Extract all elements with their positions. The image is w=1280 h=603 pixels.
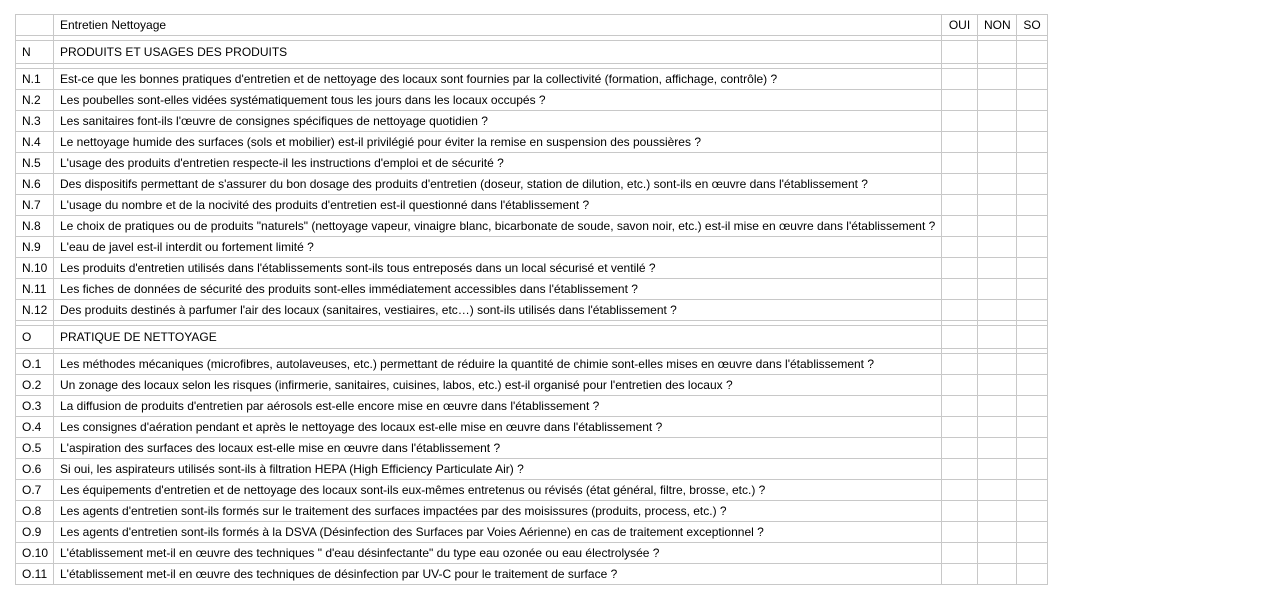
answer-so-cell[interactable] xyxy=(1017,564,1048,585)
question-text-cell[interactable]: Les fiches de données de sécurité des produits sont-elles immédiatement accessibles dans l'établissement ? xyxy=(54,279,942,300)
answer-so-cell[interactable] xyxy=(1017,174,1048,195)
section-code-cell[interactable]: O xyxy=(16,326,54,349)
answer-non-cell[interactable] xyxy=(978,417,1017,438)
answer-so-cell[interactable] xyxy=(1017,111,1048,132)
answer-non-cell[interactable] xyxy=(978,153,1017,174)
question-text-cell[interactable]: L'établissement met-il en œuvre des techniques de désinfection par UV-C pour le traitement de surface ? xyxy=(54,564,942,585)
answer-oui-cell[interactable] xyxy=(942,396,978,417)
section-code-cell[interactable]: N xyxy=(16,41,54,64)
question-text-cell[interactable]: L'usage des produits d'entretien respecte-il les instructions d'emploi et de sécurité ? xyxy=(54,153,942,174)
section-title-cell[interactable]: PRODUITS ET USAGES DES PRODUITS xyxy=(54,41,942,64)
answer-oui-cell[interactable] xyxy=(942,459,978,480)
question-code-cell[interactable]: N.10 xyxy=(16,258,54,279)
question-row xyxy=(16,480,1048,501)
question-code-cell[interactable]: O.4 xyxy=(16,417,54,438)
question-row xyxy=(16,237,1048,258)
answer-non-cell[interactable] xyxy=(978,501,1017,522)
header-code-cell[interactable] xyxy=(16,15,54,36)
question-row xyxy=(16,417,1048,438)
answer-oui-cell[interactable] xyxy=(942,375,978,396)
question-row xyxy=(16,216,1048,237)
question-row xyxy=(16,279,1048,300)
answer-oui-cell[interactable] xyxy=(942,501,978,522)
question-row xyxy=(16,375,1048,396)
answer-non-cell[interactable] xyxy=(978,258,1017,279)
answer-oui-cell[interactable] xyxy=(942,564,978,585)
answer-oui-cell[interactable] xyxy=(942,258,978,279)
question-code-cell[interactable]: N.5 xyxy=(16,153,54,174)
question-text-cell[interactable]: Un zonage des locaux selon les risques (infirmerie, sanitaires, cuisines, labos, etc.) est-il organisé pour l'entretien des locaux ? xyxy=(54,375,942,396)
answer-non-cell[interactable] xyxy=(978,216,1017,237)
answer-oui-cell[interactable] xyxy=(942,195,978,216)
question-code-cell[interactable]: O.6 xyxy=(16,459,54,480)
checklist-table xyxy=(15,14,1048,585)
question-code-cell[interactable]: N.3 xyxy=(16,111,54,132)
answer-so-cell[interactable] xyxy=(1017,375,1048,396)
answer-non-cell[interactable] xyxy=(978,354,1017,375)
section-so-cell[interactable] xyxy=(1017,326,1048,349)
answer-non-cell[interactable] xyxy=(978,375,1017,396)
question-code-cell[interactable]: O.5 xyxy=(16,438,54,459)
answer-non-cell[interactable] xyxy=(978,396,1017,417)
question-text-cell[interactable]: Le nettoyage humide des surfaces (sols et mobilier) est-il privilégié pour éviter la remise en suspension des poussières ? xyxy=(54,132,942,153)
answer-non-cell[interactable] xyxy=(978,111,1017,132)
question-row xyxy=(16,354,1048,375)
answer-so-cell[interactable] xyxy=(1017,132,1048,153)
question-text-cell[interactable]: Les agents d'entretien sont-ils formés sur le traitement des surfaces impactées par des moisissures (produits, process, etc.) ? xyxy=(54,501,942,522)
question-text-cell[interactable]: Des produits destinés à parfumer l'air des locaux (sanitaires, vestiaires, etc…) sont-ils utilisés dans l'établissement ? xyxy=(54,300,942,321)
question-text-cell[interactable]: Le choix de pratiques ou de produits "naturels" (nettoyage vapeur, vinaigre blanc, bicarbonate de soude, savon noir, etc.) est-il mise en œuvre dans l'établissement ? xyxy=(54,216,942,237)
checklist-body xyxy=(16,15,1048,585)
question-row xyxy=(16,501,1048,522)
question-code-cell[interactable]: N.11 xyxy=(16,279,54,300)
question-text-cell[interactable]: La diffusion de produits d'entretien par aérosols est-elle encore mise en œuvre dans l'établissement ? xyxy=(54,396,942,417)
question-row xyxy=(16,111,1048,132)
answer-non-cell[interactable] xyxy=(978,132,1017,153)
answer-oui-cell[interactable] xyxy=(942,174,978,195)
question-code-cell[interactable]: N.7 xyxy=(16,195,54,216)
question-row xyxy=(16,90,1048,111)
section-header-row xyxy=(16,41,1048,64)
question-row xyxy=(16,195,1048,216)
section-oui-cell[interactable] xyxy=(942,41,978,64)
question-text-cell[interactable]: Les méthodes mécaniques (microfibres, autolaveuses, etc.) permettant de réduire la quantité de chimie sont-elles mises en œuvre dans l'établissement ? xyxy=(54,354,942,375)
question-row xyxy=(16,300,1048,321)
answer-so-cell[interactable] xyxy=(1017,501,1048,522)
answer-non-cell[interactable] xyxy=(978,195,1017,216)
answer-non-cell[interactable] xyxy=(978,459,1017,480)
question-code-cell[interactable]: O.2 xyxy=(16,375,54,396)
question-code-cell[interactable]: N.6 xyxy=(16,174,54,195)
question-code-cell[interactable]: N.2 xyxy=(16,90,54,111)
question-row xyxy=(16,174,1048,195)
question-text-cell[interactable]: Les consignes d'aération pendant et après le nettoyage des locaux est-elle mise en œuvre dans l'établissement ? xyxy=(54,417,942,438)
question-row xyxy=(16,543,1048,564)
answer-so-cell[interactable] xyxy=(1017,522,1048,543)
question-code-cell[interactable]: O.10 xyxy=(16,543,54,564)
answer-oui-cell[interactable] xyxy=(942,216,978,237)
answer-so-cell[interactable] xyxy=(1017,216,1048,237)
answer-so-cell[interactable] xyxy=(1017,438,1048,459)
question-row xyxy=(16,522,1048,543)
answer-non-cell[interactable] xyxy=(978,69,1017,90)
question-row xyxy=(16,396,1048,417)
question-text-cell[interactable]: L'eau de javel est-il interdit ou fortement limité ? xyxy=(54,237,942,258)
question-text-cell[interactable]: Les produits d'entretien utilisés dans l'établissements sont-ils tous entreposés dans un local sécurisé et ventilé ? xyxy=(54,258,942,279)
question-code-cell[interactable]: N.12 xyxy=(16,300,54,321)
question-code-cell[interactable]: N.8 xyxy=(16,216,54,237)
header-oui-cell[interactable]: OUI xyxy=(942,15,978,36)
answer-non-cell[interactable] xyxy=(978,543,1017,564)
answer-oui-cell[interactable] xyxy=(942,237,978,258)
question-code-cell[interactable]: N.4 xyxy=(16,132,54,153)
answer-so-cell[interactable] xyxy=(1017,543,1048,564)
answer-non-cell[interactable] xyxy=(978,522,1017,543)
question-text-cell[interactable]: L'aspiration des surfaces des locaux est-elle mise en œuvre dans l'établissement ? xyxy=(54,438,942,459)
answer-non-cell[interactable] xyxy=(978,237,1017,258)
question-row xyxy=(16,459,1048,480)
answer-non-cell[interactable] xyxy=(978,438,1017,459)
header-title-cell[interactable]: Entretien Nettoyage xyxy=(54,15,942,36)
section-so-cell[interactable] xyxy=(1017,41,1048,64)
answer-oui-cell[interactable] xyxy=(942,153,978,174)
answer-non-cell[interactable] xyxy=(978,279,1017,300)
question-text-cell[interactable]: Des dispositifs permettant de s'assurer du bon dosage des produits d'entretien (doseur, station de dilution, etc.) sont-ils en œuvre dans l'établissement ? xyxy=(54,174,942,195)
question-text-cell[interactable]: L'établissement met-il en œuvre des techniques " d'eau désinfectante" du type eau ozonée ou eau électrolysée ? xyxy=(54,543,942,564)
header-non-cell[interactable]: NON xyxy=(978,15,1017,36)
question-row xyxy=(16,153,1048,174)
question-text-cell[interactable]: Les équipements d'entretien et de nettoyage des locaux sont-ils eux-mêmes entretenus ou révisés (état général, filtre, brosse, etc.) ? xyxy=(54,480,942,501)
question-text-cell[interactable]: Les sanitaires font-ils l'œuvre de consignes spécifiques de nettoyage quotidien ? xyxy=(54,111,942,132)
answer-oui-cell[interactable] xyxy=(942,543,978,564)
answer-oui-cell[interactable] xyxy=(942,522,978,543)
answer-so-cell[interactable] xyxy=(1017,354,1048,375)
answer-so-cell[interactable] xyxy=(1017,237,1048,258)
question-code-cell[interactable]: N.9 xyxy=(16,237,54,258)
question-text-cell[interactable]: Les poubelles sont-elles vidées systématiquement tous les jours dans les locaux occupés ? xyxy=(54,90,942,111)
question-code-cell[interactable]: O.1 xyxy=(16,354,54,375)
question-code-cell[interactable]: O.11 xyxy=(16,564,54,585)
answer-non-cell[interactable] xyxy=(978,90,1017,111)
answer-oui-cell[interactable] xyxy=(942,132,978,153)
answer-so-cell[interactable] xyxy=(1017,396,1048,417)
answer-oui-cell[interactable] xyxy=(942,111,978,132)
answer-so-cell[interactable] xyxy=(1017,258,1048,279)
answer-so-cell[interactable] xyxy=(1017,69,1048,90)
section-oui-cell[interactable] xyxy=(942,326,978,349)
answer-non-cell[interactable] xyxy=(978,480,1017,501)
answer-oui-cell[interactable] xyxy=(942,480,978,501)
question-code-cell[interactable]: O.9 xyxy=(16,522,54,543)
section-non-cell[interactable] xyxy=(978,326,1017,349)
answer-non-cell[interactable] xyxy=(978,300,1017,321)
answer-oui-cell[interactable] xyxy=(942,417,978,438)
question-row xyxy=(16,69,1048,90)
answer-so-cell[interactable] xyxy=(1017,279,1048,300)
answer-non-cell[interactable] xyxy=(978,174,1017,195)
question-code-cell[interactable]: O.7 xyxy=(16,480,54,501)
question-row xyxy=(16,258,1048,279)
question-text-cell[interactable]: L'usage du nombre et de la nocivité des produits d'entretien est-il questionné dans l'établissement ? xyxy=(54,195,942,216)
section-non-cell[interactable] xyxy=(978,41,1017,64)
question-text-cell[interactable]: Est-ce que les bonnes pratiques d'entretien et de nettoyage des locaux sont fournies par la collectivité (formation, affichage, contrôle) ? xyxy=(54,69,942,90)
header-row xyxy=(16,15,1048,36)
answer-so-cell[interactable] xyxy=(1017,153,1048,174)
question-row xyxy=(16,438,1048,459)
question-text-cell[interactable]: Les agents d'entretien sont-ils formés à la DSVA (Désinfection des Surfaces par Voies Aérienne) en cas de traitement exceptionnel ? xyxy=(54,522,942,543)
section-header-row xyxy=(16,326,1048,349)
question-code-cell[interactable]: O.3 xyxy=(16,396,54,417)
question-row xyxy=(16,132,1048,153)
answer-so-cell[interactable] xyxy=(1017,300,1048,321)
answer-oui-cell[interactable] xyxy=(942,300,978,321)
question-text-cell[interactable]: Si oui, les aspirateurs utilisés sont-ils à filtration HEPA (High Efficiency Particulate Air) ? xyxy=(54,459,942,480)
answer-so-cell[interactable] xyxy=(1017,459,1048,480)
answer-non-cell[interactable] xyxy=(978,564,1017,585)
answer-oui-cell[interactable] xyxy=(942,69,978,90)
question-row xyxy=(16,564,1048,585)
answer-oui-cell[interactable] xyxy=(942,354,978,375)
header-so-cell[interactable]: SO xyxy=(1017,15,1048,36)
question-code-cell[interactable]: N.1 xyxy=(16,69,54,90)
answer-so-cell[interactable] xyxy=(1017,417,1048,438)
question-code-cell[interactable]: O.8 xyxy=(16,501,54,522)
answer-so-cell[interactable] xyxy=(1017,195,1048,216)
answer-oui-cell[interactable] xyxy=(942,279,978,300)
answer-oui-cell[interactable] xyxy=(942,90,978,111)
section-title-cell[interactable]: PRATIQUE DE NETTOYAGE xyxy=(54,326,942,349)
answer-so-cell[interactable] xyxy=(1017,480,1048,501)
answer-so-cell[interactable] xyxy=(1017,90,1048,111)
answer-oui-cell[interactable] xyxy=(942,438,978,459)
